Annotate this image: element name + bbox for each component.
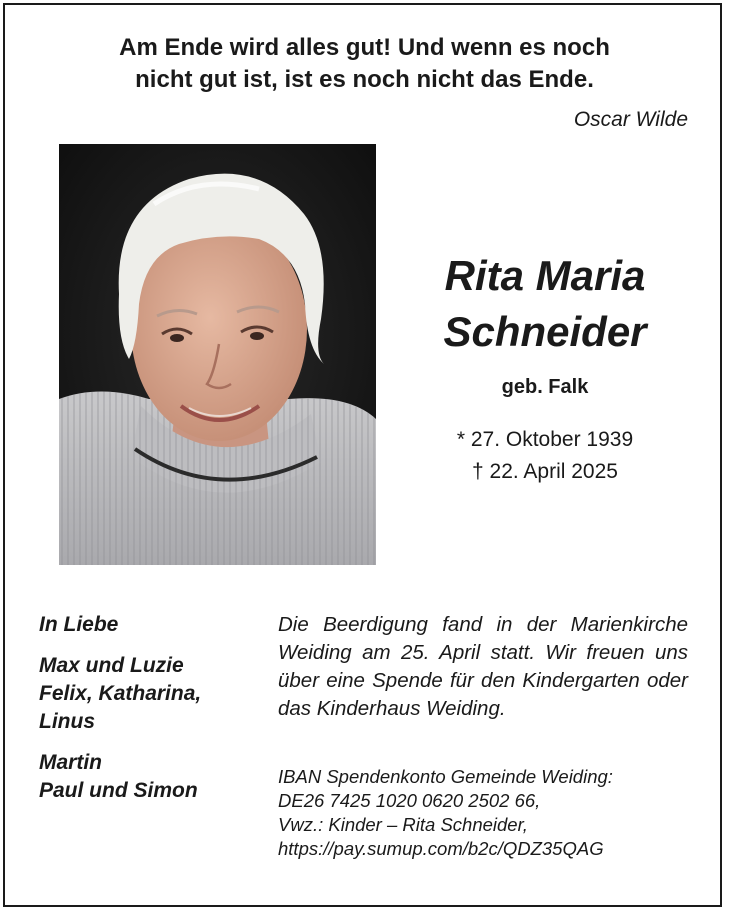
funeral-notice-text: Die Beerdigung fand in der Marienkirche Weiding am 25. April statt. Wir freuen uns über eine Spende für den Kindergarten oder das Kinderhaus Weiding. <box>278 613 688 720</box>
death-date: † 22. April 2025 <box>472 460 618 483</box>
funeral-notice <box>278 611 688 723</box>
quote-line-2: nicht gut ist, ist es noch nicht das Ende. <box>135 66 594 93</box>
mourner-line: Max und Luzie <box>39 654 184 677</box>
quote-line-1: Am Ende wird alles gut! Und wenn es noch <box>119 34 610 61</box>
birth-date: * 27. Oktober 1939 <box>456 428 634 451</box>
mourners-list <box>39 611 254 818</box>
donation-iban: DE26 7425 1020 0620 2502 66, <box>278 790 541 811</box>
mourner-line: Linus <box>39 710 95 733</box>
quote-author: Oscar Wilde <box>573 108 688 131</box>
quote <box>0 32 729 96</box>
mourner-group-1 <box>39 652 254 736</box>
mourner-line: Paul und Simon <box>39 779 198 802</box>
donation-link[interactable]: https://pay.sumup.com/b2c/QDZ35QAG <box>278 838 604 859</box>
mourner-group-2 <box>39 749 254 805</box>
mourner-line: Felix, Katharina, <box>39 682 202 705</box>
mourner-line: Martin <box>39 751 102 774</box>
maiden-name: geb. Falk <box>501 376 589 398</box>
portrait-illustration <box>59 144 376 565</box>
life-dates <box>400 424 690 488</box>
mourners-intro: In Liebe <box>39 613 119 636</box>
donation-iban-label: IBAN Spendenkonto Gemeinde Weiding: <box>278 766 613 787</box>
deceased-last-name: Schneider <box>443 308 647 355</box>
deceased-name <box>400 248 690 360</box>
portrait-photo <box>59 144 376 565</box>
donation-reference: Vwz.: Kinder – Rita Schneider, <box>278 814 528 835</box>
donation-info <box>278 765 688 861</box>
deceased-first-names: Rita Maria <box>444 252 646 299</box>
